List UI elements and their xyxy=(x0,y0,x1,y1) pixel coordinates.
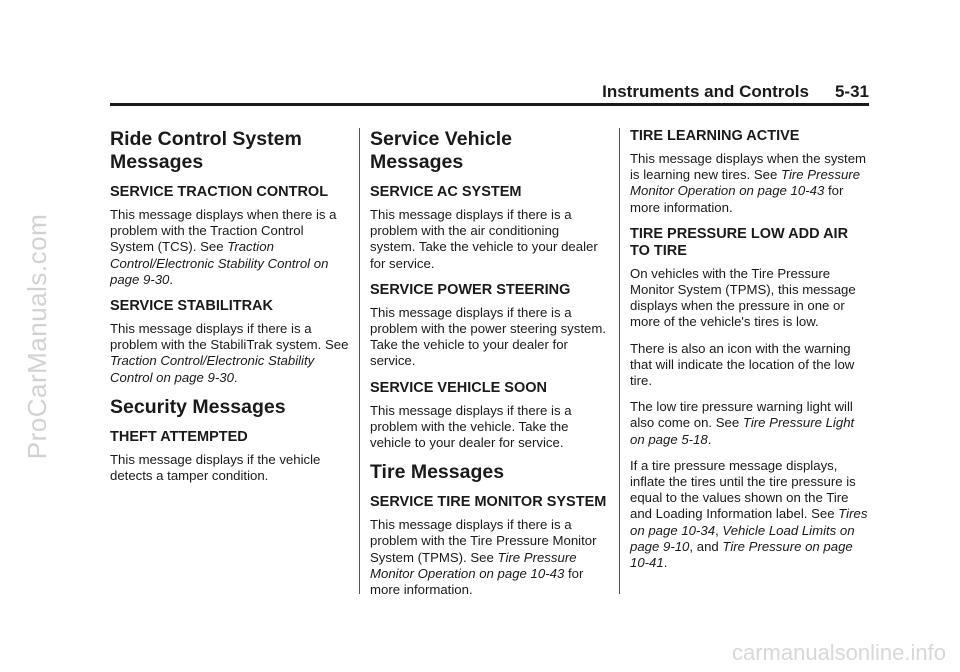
text: This message displays when there is a problem with the Traction Control System (TCS). See xyxy=(110,207,337,255)
paragraph-stabilitrak xyxy=(110,321,350,386)
paragraph-vehicle-soon: This message displays if there is a problem with the vehicle. Take the vehicle to your dealer for service. xyxy=(370,402,572,451)
column-1 xyxy=(110,128,350,494)
text: . xyxy=(169,271,174,287)
text: The low tire pressure warning light will also come on. See xyxy=(630,399,853,431)
column-3 xyxy=(630,128,870,581)
text: . xyxy=(663,555,668,571)
page-number: 5-31 xyxy=(834,82,869,101)
heading-ride-control: Ride Control System Messages xyxy=(110,128,302,173)
cross-reference-link[interactable]: Tires on page 10-34 xyxy=(630,506,868,538)
paragraph-power-steering: This message displays if there is a problem with the power steering system. Take the vehicle to your dealer for service. xyxy=(370,304,607,369)
cross-reference-link[interactable]: Tire Pressure Monitor Operation on page 10-43 xyxy=(370,549,577,581)
paragraph-tire-low-1: On vehicles with the Tire Pressure Monitor System (TPMS), this message displays when the pressure in one or more of the vehicle's tires is low. xyxy=(630,265,856,330)
bottom-watermark: carmanualsonline.info xyxy=(731,640,946,665)
heading-service-vehicle-messages: Service Vehicle Messages xyxy=(370,128,513,173)
column-divider xyxy=(359,128,360,594)
side-watermark-text: ProCarManuals.com xyxy=(22,213,53,459)
paragraph-tire-low-3 xyxy=(630,399,870,448)
text: . xyxy=(707,431,712,447)
heading-tire-messages: Tire Messages xyxy=(370,461,505,484)
text: This message displays if there is a problem with the Tire Pressure Monitor System (TPMS). See xyxy=(370,517,597,565)
text: This message displays if there is a problem with the StabiliTrak system. See xyxy=(110,321,349,353)
text: If a tire pressure message displays, inflate the tires until the tire pressure is equal to the values shown on the Tire and Loading Information label. See xyxy=(630,457,856,522)
cross-reference-link[interactable]: Tire Pressure Monitor Operation on page 10-43 xyxy=(630,167,861,199)
text: , and xyxy=(689,538,723,554)
cross-reference-link[interactable]: Tire Pressure on page 10-41 xyxy=(630,538,853,571)
paragraph-tire-low-4 xyxy=(630,458,870,571)
column-2 xyxy=(370,128,608,608)
cross-reference-link[interactable]: Traction Control/Electronic Stability Control on page 9-30 xyxy=(110,353,315,385)
cross-reference-link[interactable]: Tire Pressure Light on page 5-18 xyxy=(630,415,855,447)
heading-service-vehicle-soon: SERVICE VEHICLE SOON xyxy=(370,379,547,396)
heading-service-ac: SERVICE AC SYSTEM xyxy=(370,184,522,200)
page-header xyxy=(110,82,869,102)
paragraph-traction xyxy=(110,207,350,288)
heading-theft-attempted: THEFT ATTEMPTED xyxy=(110,428,248,445)
text: This message displays when the system is learning new tires. See xyxy=(630,151,867,183)
text: . xyxy=(233,369,238,385)
column-divider xyxy=(619,128,620,594)
text: for more information. xyxy=(630,183,844,215)
paragraph-tire-monitor xyxy=(370,517,608,598)
paragraph-ac: This message displays if there is a problem with the air conditioning system. Take the vehicle to your dealer for service. xyxy=(370,207,598,271)
section-title: Instruments and Controls xyxy=(602,82,809,101)
paragraph-tire-learning xyxy=(630,151,870,216)
heading-service-stabilitrak: SERVICE STABILITRAK xyxy=(110,298,274,315)
heading-security-messages: Security Messages xyxy=(110,395,286,418)
heading-tire-pressure-low: TIRE PRESSURE LOW ADD AIR TO TIRE xyxy=(630,225,849,259)
paragraph-tire-low-2: There is also an icon with the warning that will indicate the location of the low tire. xyxy=(630,340,855,389)
header-rule xyxy=(110,103,869,106)
side-watermark xyxy=(8,0,68,672)
cross-reference-link[interactable]: Traction Control/Electronic Stability Control on page 9-30 xyxy=(110,239,329,287)
heading-service-traction: SERVICE TRACTION CONTROL xyxy=(110,184,329,200)
text: for more information. xyxy=(370,565,584,598)
paragraph-theft: This message displays if the vehicle detects a tamper condition. xyxy=(110,451,321,484)
heading-tire-learning-active: TIRE LEARNING ACTIVE xyxy=(630,128,800,144)
heading-service-tire-monitor: SERVICE TIRE MONITOR SYSTEM xyxy=(370,494,607,511)
heading-service-power-steering: SERVICE POWER STEERING xyxy=(370,281,571,298)
cross-reference-link[interactable]: Vehicle Load Limits on page 9-10 xyxy=(630,522,855,554)
text: , xyxy=(715,522,723,538)
